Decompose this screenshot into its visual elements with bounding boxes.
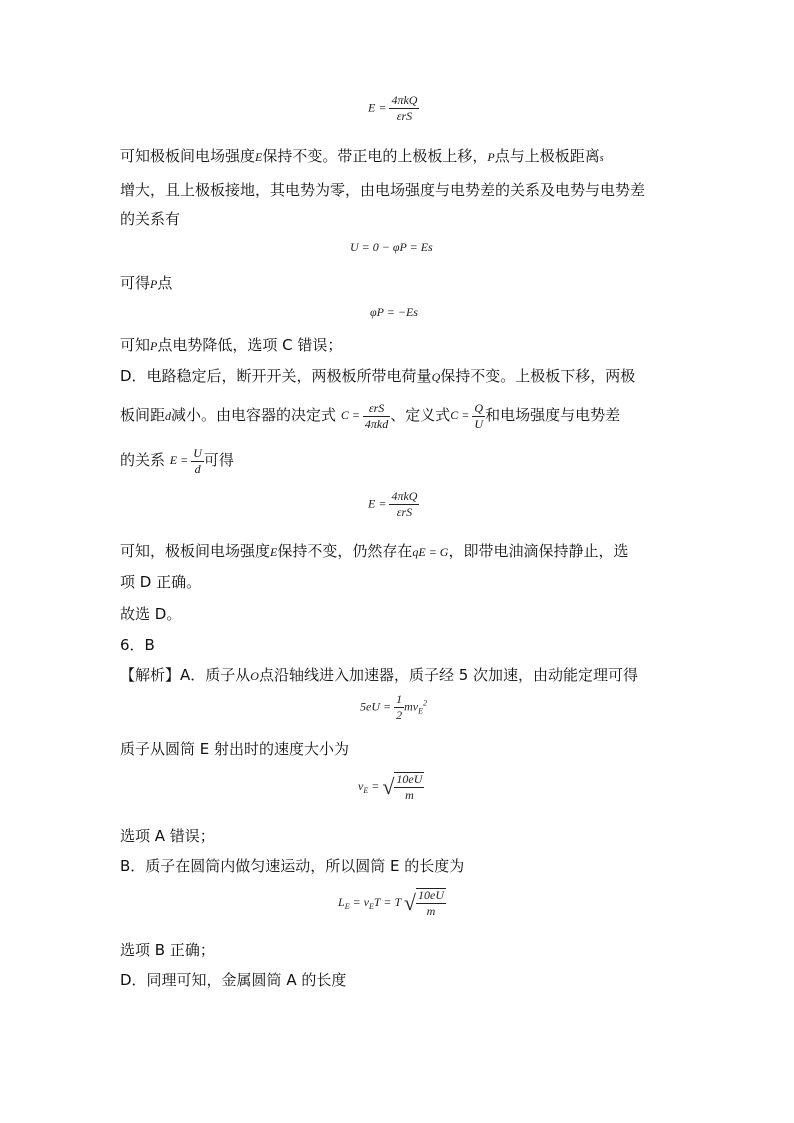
fraction-denominator: 2 — [396, 708, 403, 722]
fraction-denominator: d — [194, 461, 201, 476]
text: 点与上极板距离 — [494, 147, 600, 165]
text: D．电路稳定后，断开开关，两极板所带电荷量 — [120, 367, 432, 385]
paragraph-3: 的关系有 — [120, 210, 181, 228]
radicand — [394, 772, 424, 802]
formula-lhs: E = — [169, 453, 189, 468]
text: 可知极板间电场强度 — [120, 147, 256, 165]
symbol-s: s — [599, 153, 604, 164]
text: 点沿轴线进入加速器，质子经 5 次加速，由动能定理可得 — [258, 666, 639, 684]
formula-lhs: C = — [450, 408, 470, 423]
symbol-O: O — [250, 669, 259, 683]
text: 的关系 — [120, 451, 166, 469]
text: 可得 — [120, 274, 151, 292]
square-root: √ $\frac{10eU}{m}$ — [382, 772, 423, 802]
symbol-Q: Q — [431, 370, 441, 384]
paragraph-9 — [120, 541, 628, 562]
symbol-d: d — [165, 409, 172, 423]
fraction-numerator: U — [193, 445, 202, 460]
formula-qE-G: qE = G — [412, 545, 449, 559]
text: 点 — [157, 274, 173, 292]
fraction-numerator: Q — [474, 400, 484, 415]
equation-middle: = v — [352, 894, 370, 909]
text: 【解析】A．质子从 — [120, 666, 251, 684]
text: 保持不变。上极板下移，两极 — [440, 367, 636, 385]
subscript: E — [369, 901, 374, 911]
radicand — [416, 888, 446, 918]
paragraph-11: 故选 D。 — [120, 605, 182, 623]
symbol-L: L — [338, 894, 345, 909]
fraction — [363, 402, 390, 431]
capacitance-definition-formula — [450, 400, 485, 431]
fraction-denominator: εrS — [396, 109, 413, 123]
symbol-P: P — [487, 150, 495, 164]
superscript: 2 — [422, 698, 427, 708]
symbol-E: E — [255, 150, 263, 164]
equation-field-strength-1 — [368, 94, 419, 123]
paragraph-4 — [120, 273, 172, 294]
paragraph-15: 选项 A 错误； — [120, 827, 215, 845]
equation-lhs: 5eU = — [360, 699, 392, 714]
equation-exit-velocity — [358, 772, 424, 802]
subscript: E — [344, 901, 350, 911]
fraction-numerator: εrS — [363, 402, 390, 417]
paragraph-1 — [120, 146, 604, 169]
paragraph-5 — [120, 335, 342, 356]
symbol-P: P — [150, 339, 158, 353]
fraction-denominator: εrS — [396, 505, 413, 519]
fraction — [191, 447, 204, 476]
paragraph-13 — [120, 665, 638, 686]
question-number: 6．B — [120, 636, 155, 654]
paragraph-14: 质子从圆筒 E 射出时的速度大小为 — [120, 740, 350, 758]
equation-cylinder-length — [338, 888, 446, 918]
symbol-P: P — [150, 277, 158, 291]
equation-lhs: E = — [368, 496, 387, 511]
fraction-denominator: m — [426, 904, 436, 918]
paragraph-10: 项 D 正确。 — [120, 573, 202, 591]
fraction-numerator: 4πkQ — [391, 93, 418, 107]
text: 可知 — [120, 336, 151, 354]
symbol-E: E — [270, 545, 278, 559]
paragraph-7 — [120, 400, 620, 431]
fraction-denominator: 4πkd — [364, 416, 389, 431]
subscript: E — [418, 706, 423, 716]
formula-lhs: C = — [340, 408, 360, 423]
equation-lhs: v — [358, 778, 364, 793]
fraction — [389, 490, 419, 519]
fraction — [389, 94, 419, 123]
field-potential-formula — [170, 445, 204, 476]
fraction-numerator: 1 — [396, 692, 403, 706]
equation-kinetic-energy — [360, 693, 427, 722]
fraction — [472, 402, 485, 431]
equation-middle: T = T — [373, 894, 401, 909]
text: 减小。由电容器的决定式 — [171, 406, 337, 424]
square-root: √ $\frac{10eU}{m}$ — [403, 888, 444, 918]
equation-potential-difference: U = 0 − φP = Es — [350, 240, 433, 254]
paragraph-17: 选项 B 正确； — [120, 941, 215, 959]
text: 和电场强度与电势差 — [485, 406, 621, 424]
equals-sign: = — [371, 778, 380, 793]
fraction-denominator: m — [405, 788, 414, 802]
text: 可知，极板间电场强度 — [120, 542, 271, 560]
paragraph-8 — [120, 445, 234, 476]
equation-rhs: mv — [404, 699, 419, 714]
fraction — [416, 889, 446, 918]
text: 保持不变。带正电的上极板上移， — [262, 147, 488, 165]
fraction-numerator: 4πkQ — [391, 489, 418, 503]
equation-potential-p: φP = −Es — [370, 305, 418, 319]
fraction — [394, 693, 404, 722]
fraction-numerator: 10eU — [396, 772, 423, 786]
text: 板间距 — [120, 406, 166, 424]
equation-lhs: E = — [368, 100, 387, 115]
text: 点电势降低，选项 C 错误； — [157, 336, 343, 354]
equation-field-strength-2 — [368, 490, 419, 519]
fraction-numerator: 10eU — [418, 888, 444, 902]
paragraph-2: 增大，且上极板接地，其电势为零，由电场强度与电势差的关系及电势与电势差 — [120, 181, 646, 199]
paragraph-6 — [120, 366, 635, 387]
paragraph-18: D．同理可知，金属圆筒 A 的长度 — [120, 971, 347, 989]
text: ，即带电油滴保持静止，选 — [448, 542, 629, 560]
capacitance-determinant-formula — [341, 400, 390, 431]
text: 、定义式 — [390, 406, 451, 424]
text: 保持不变，仍然存在 — [277, 542, 413, 560]
fraction — [394, 773, 424, 802]
paragraph-16: B．质子在圆筒内做匀速运动，所以圆筒 E 的长度为 — [120, 857, 465, 875]
subscript: E — [363, 785, 369, 795]
text: 可得 — [203, 451, 234, 469]
fraction-denominator: U — [474, 416, 484, 431]
